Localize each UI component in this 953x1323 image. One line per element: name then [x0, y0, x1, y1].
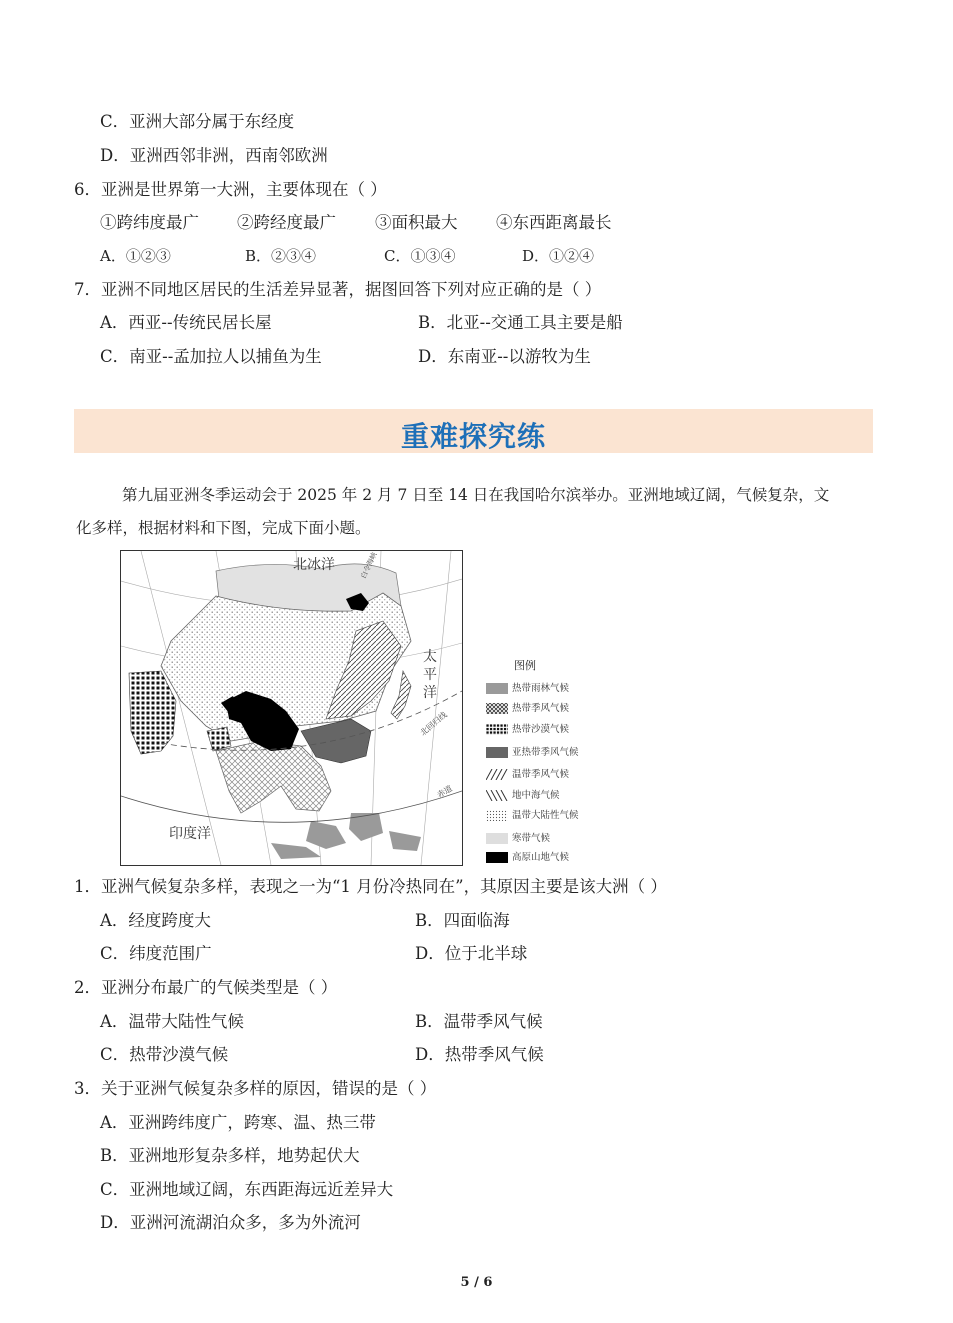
section-banner: [74, 409, 873, 453]
q3-option-d: D．亚洲河流湖泊众多，多为外流河: [100, 1213, 361, 1232]
legend-label: 地中海气候: [512, 790, 560, 801]
q3-option-a: A．亚洲跨纬度广，跨寒、温、热三带: [100, 1113, 376, 1132]
hatch-swatch: [486, 769, 508, 780]
q6-item-1: ①跨纬度最广: [100, 213, 199, 232]
rainforest-swatch: [486, 683, 508, 694]
q6-option-c: C．①③④: [384, 247, 456, 265]
dots-swatch: [486, 810, 508, 821]
asia-climate-map: [120, 550, 463, 866]
q6-item-4: ④东西距离最长: [496, 213, 612, 232]
q1-option-c: C．纬度范围广: [100, 944, 212, 963]
label-tropic: 北回归线: [418, 710, 449, 738]
q2-option-b: B．温带季风气候: [415, 1012, 543, 1031]
label-pacific-2: 平: [423, 667, 437, 683]
q2-option-a: A．温带大陆性气候: [100, 1012, 244, 1031]
label-strait: 白令海峡: [359, 551, 379, 580]
q3-option-c: C．亚洲地域辽阔，东西距海远近差异大: [100, 1180, 394, 1199]
black-swatch: [486, 852, 508, 863]
legend-label: 热带雨林气候: [512, 683, 570, 694]
material-line-2: 化多样，根据材料和下图，完成下面小题。: [76, 519, 371, 537]
legend-label: 寒带气候: [512, 833, 551, 844]
legend-label: 亚热带季风气候: [512, 747, 579, 758]
q6-option-d: D．①②④: [522, 247, 595, 265]
q6-item-2: ②跨经度最广: [237, 213, 336, 232]
label-pacific-3: 洋: [423, 685, 437, 701]
q2-option-c: C．热带沙漠气候: [100, 1045, 229, 1064]
legend-label: 热带沙漠气候: [512, 724, 570, 735]
q2-option-d: D．热带季风气候: [415, 1045, 544, 1064]
q7-option-b: B．北亚--交通工具主要是船: [418, 313, 623, 332]
q7-option-d: D．东南亚--以游牧为生: [418, 347, 591, 366]
label-pacific-1: 太: [423, 649, 437, 665]
map-graphic: [121, 551, 462, 865]
q5-option-c: C．亚洲大部分属于东经度: [100, 112, 295, 131]
q7-stem: 7．亚洲不同地区居民的生活差异显著，据图回答下列对应正确的是（ ）: [74, 280, 602, 299]
legend-title: 图例: [514, 659, 536, 672]
cross-swatch: [486, 703, 508, 714]
section-title: 重难探究练: [400, 420, 546, 453]
q5-option-d: D．亚洲西邻非洲，西南邻欧洲: [100, 146, 328, 165]
dark-swatch: [486, 747, 508, 758]
q2-stem: 2．亚洲分布最广的气候类型是（ ）: [74, 978, 338, 997]
q1-stem: 1．亚洲气候复杂多样，表现之一为“1 月份冷热同在”，其原因主要是该大洲（ ）: [74, 877, 667, 896]
light-swatch: [486, 833, 508, 844]
q3-stem: 3．关于亚洲气候复杂多样的原因，错误的是（ ）: [74, 1079, 437, 1098]
page-number: 5 / 6: [460, 1275, 493, 1290]
label-indian: 印度洋: [169, 826, 211, 842]
q1-option-d: D．位于北半球: [415, 944, 528, 963]
material-line-1: 第九届亚洲冬季运动会于 2025 年 2 月 7 日至 14 日在我国哈尔滨举办。亚洲地域辽阔，气候复杂，文: [122, 486, 830, 504]
legend-label: 温带大陆性气候: [512, 810, 579, 821]
legend-label: 高原山地气候: [512, 852, 570, 863]
legend-label: 热带季风气候: [512, 703, 570, 714]
q6-item-3: ③面积最大: [375, 213, 458, 232]
q7-option-c: C．南亚--孟加拉人以捕鱼为生: [100, 347, 322, 366]
q1-option-a: A．经度跨度大: [100, 911, 211, 930]
q7-option-a: A．西亚--传统民居长屋: [100, 313, 272, 332]
grid-swatch: [486, 724, 508, 735]
backhatch-swatch: [486, 790, 508, 801]
q1-option-b: B．四面临海: [415, 911, 510, 930]
q6-option-a: A．①②③: [100, 247, 171, 265]
q6-option-b: B．②③④: [245, 247, 317, 265]
q3-option-b: B．亚洲地形复杂多样，地势起伏大: [100, 1146, 360, 1165]
label-arctic: 北冰洋: [293, 557, 335, 573]
q6-stem: 6．亚洲是世界第一大洲，主要体现在（ ）: [74, 180, 387, 199]
legend-label: 温带季风气候: [512, 769, 570, 780]
label-equator: 赤道: [435, 783, 454, 800]
